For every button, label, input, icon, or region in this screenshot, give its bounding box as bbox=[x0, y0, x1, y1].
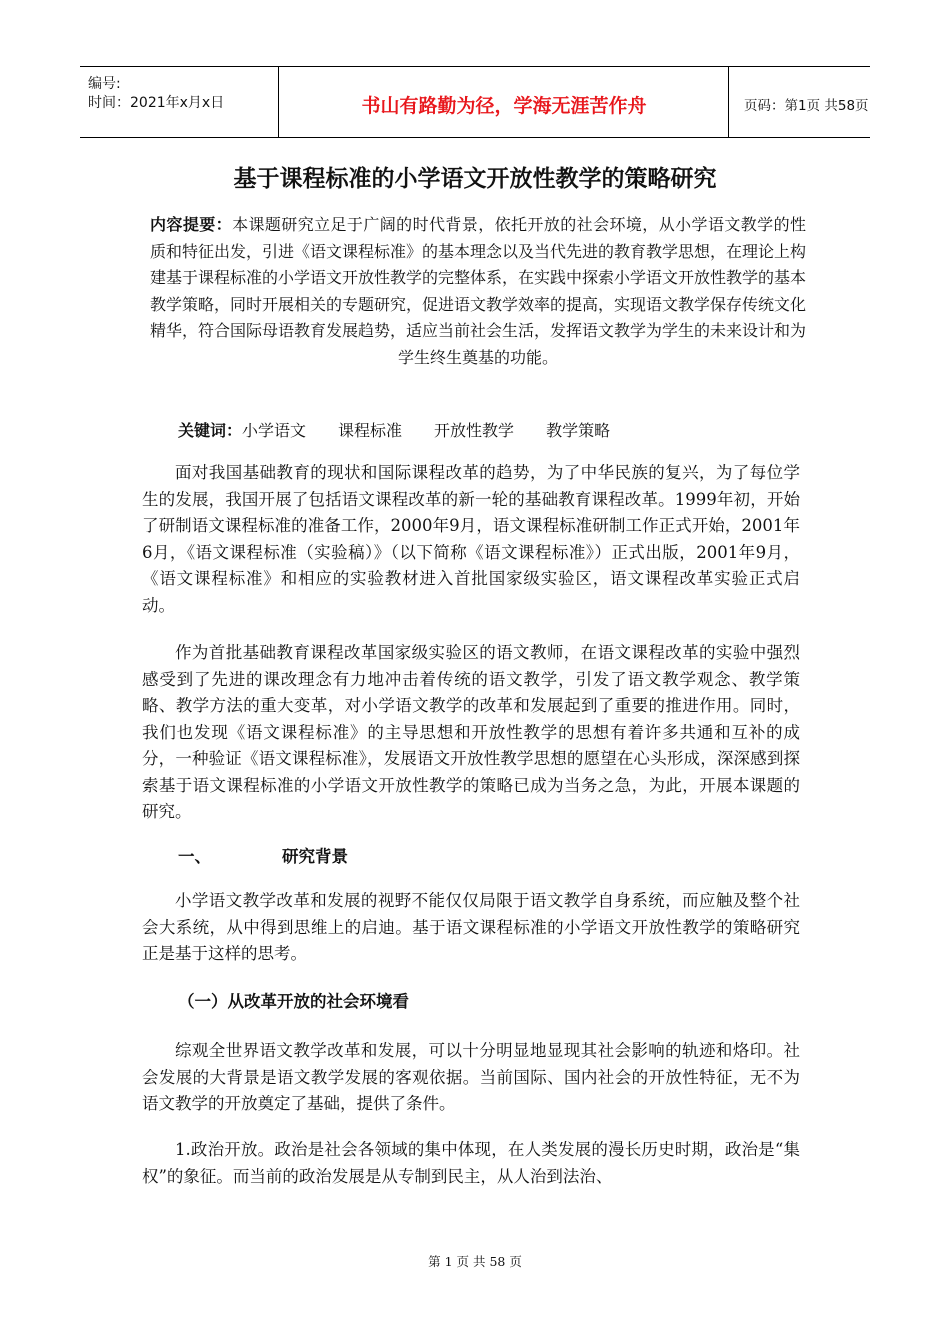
time-label: 时间：2021年x月x日 bbox=[88, 95, 225, 111]
section-number: 一、 bbox=[178, 847, 211, 866]
keywords-label: 关键词： bbox=[178, 421, 243, 440]
body-paragraph: 作为首批基础教育课程改革国家级实验区的语文教师，在语文课程改革的实验中强烈感受到了先进的课改理念有力地冲击着传统的语文教学，引发了语文教学观念、教学策略、教学方法的重大变革，对小学语文教学的改革和发展起到了重要的推进作用。同时，我们也发现《语文课程标准》的主导思想和开放性教学的思想有着许多共通和互补的成分，一种验证《语文课程标准》，发展语文开放性教学思想的愿望在心头形成，深深感到探索基于语文课程标准的小学语文开放性教学的策略已成为当务之急，为此，开展本课题的研究。 bbox=[142, 643, 800, 821]
header-page-cell bbox=[730, 67, 870, 137]
abstract-text: 本课题研究立足于广阔的时代背景，依托开放的社会环境，从小学语文教学的性质和特征出发，引进《语文课程标准》的基本理念以及当代先进的教育教学思想，在理论上构建基于课程标准的小学语文开放性教学的完整体系，在实践中探索小学语文开放性教学的基本教学策略，同时开展相关的专题研究，促进语文教学效率的提高，实现语文教学保存传统文化精华，符合国际母语教育发展趋势，适应当前社会生活，发挥语文教学为学生的未来设计和为学生终生奠基的功能。 bbox=[150, 215, 807, 367]
abstract-label: 内容提要： bbox=[150, 215, 233, 234]
subsection-heading: （一）从改革开放的社会环境看 bbox=[178, 992, 409, 1011]
abstract bbox=[150, 212, 806, 371]
body-paragraph: 小学语文教学改革和发展的视野不能仅仅局限于语文教学自身系统，而应触及整个社会大系统，从中得到思维上的启迪。基于语文课程标准的小学语文开放性教学的策略研究正是基于这样的思考。 bbox=[142, 891, 800, 963]
motto: 书山有路勤为径，学海无涯苦作舟 bbox=[361, 95, 647, 117]
header-meta bbox=[80, 67, 279, 137]
page-info: 页码：第1页 共58页 bbox=[744, 98, 869, 114]
keyword: 课程标准 bbox=[338, 421, 403, 440]
serial-label: 编号: bbox=[88, 76, 121, 92]
section-heading bbox=[178, 843, 348, 867]
page-footer: 第 1 页 共 58 页 bbox=[428, 1254, 522, 1269]
page-header bbox=[80, 66, 870, 138]
document-title: 基于课程标准的小学语文开放性教学的策略研究 bbox=[233, 166, 717, 192]
keyword: 开放性教学 bbox=[434, 421, 515, 440]
section-title: 研究背景 bbox=[282, 847, 348, 866]
keyword: 教学策略 bbox=[546, 421, 611, 440]
keyword: 小学语文 bbox=[242, 421, 307, 440]
header-motto-cell bbox=[280, 67, 729, 137]
body-paragraph: 综观全世界语文教学改革和发展，可以十分明显地显现其社会影响的轨迹和烙印。社会发展的大背景是语文教学发展的客观依据。当前国际、国内社会的开放性特征，无不为语文教学的开放奠定了基础，提供了条件。 bbox=[142, 1041, 800, 1113]
body-paragraph: 面对我国基础教育的现状和国际课程改革的趋势，为了中华民族的复兴，为了每位学生的发展，我国开展了包括语文课程改革的新一轮的基础教育课程改革。1999年初，开始了研制语文课程标准的准备工作，2000年9月，语文课程标准研制工作正式开始，2001年6月，《语文课程标准（实验稿）》（以下简称《语文课程标准》）正式出版，2001年9月，《语文课程标准》和相应的实验教材进入首批国家级实验区，语文课程改革实验正式启动。 bbox=[142, 463, 800, 615]
body-paragraph: 1.政治开放。政治是社会各领域的集中体现，在人类发展的漫长历史时期，政治是“集权”的象征。而当前的政治发展是从专制到民主，从人治到法治、 bbox=[142, 1140, 800, 1186]
keywords bbox=[178, 418, 642, 441]
